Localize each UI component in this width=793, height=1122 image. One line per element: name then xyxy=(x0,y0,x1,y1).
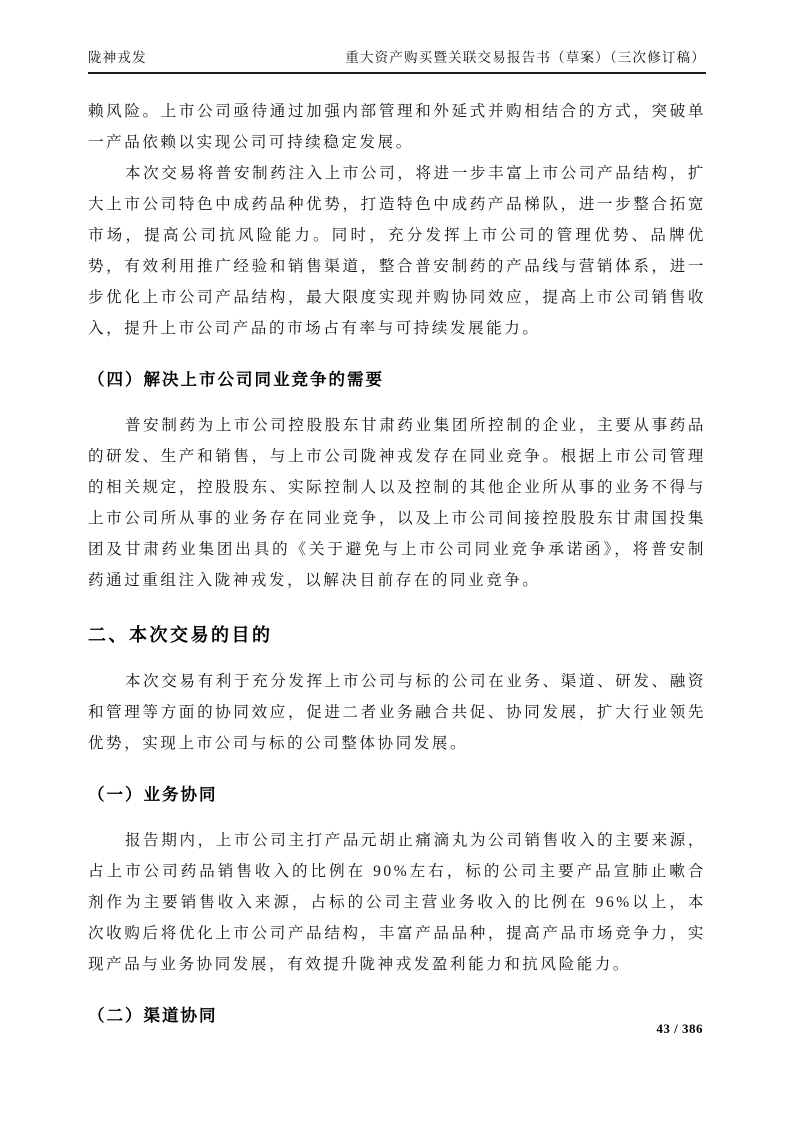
paragraph-transaction-benefits: 本次交易将普安制药注入上市公司，将进一步丰富上市公司产品结构，扩大上市公司特色中成药品种优势，打造特色中成药产品梯队，进一步整合拓宽市场，提高公司抗风险能力。同时，充分发挥上市公司的管理优势、品牌优势，有效利用推广经验和销售渠道，整合普安制药的产品线与营销体系，进一步优化上市公司产品结构，最大限度实现并购协同效应，提高上市公司销售收入，提升上市公司产品的市场占有率与可持续发展能力。 xyxy=(88,165,706,337)
heading-sub2-channel-synergy: （二）渠道协同 xyxy=(88,1007,218,1025)
header-right-title: 重大资产购买暨关联交易报告书（草案）（三次修订稿） xyxy=(345,50,706,65)
page-number: 43 / 386 xyxy=(656,1021,703,1036)
header-left-title: 陇神戎发 xyxy=(88,50,147,65)
heading-section4-competition: （四）解决上市公司同业竞争的需要 xyxy=(88,371,384,389)
heading-chapter2-purpose: 二、本次交易的目的 xyxy=(88,625,273,645)
paragraph-competition-resolution: 普安制药为上市公司控股股东甘肃药业集团所控制的企业，主要从事药品的研发、生产和销售，与上市公司陇神戎发存在同业竞争。根据上市公司管理的相关规定，控股股东、实际控制人以及控制的其他企业所从事的业务不得与上市公司所从事的业务存在同业竞争，以及上市公司间接控股股东甘肃国投集团及甘肃药业集团出具的《关于避免与上市公司同业竞争承诺函》，将普安制药通过重组注入陇神戎发，以解决目前存在的同业竞争。 xyxy=(88,417,706,589)
heading-sub1-business-synergy: （一）业务协同 xyxy=(88,786,218,804)
paragraph-business-synergy: 报告期内，上市公司主打产品元胡止痛滴丸为公司销售收入的主要来源，占上市公司药品销售收入的比例在 90%左右，标的公司主要产品宣肺止嗽合剂作为主要销售收入来源，占标的公司主营业务收入的比例在 96%以上，本次收购后将优化上市公司产品结构，丰富产品品种，提高产品市场竞争力，实现产品与业务协同发展，有效提升陇神戎发盈利能力和抗风险能力。 xyxy=(88,832,706,973)
page-header xyxy=(88,46,706,74)
paragraph-purpose-synergy: 本次交易有利于充分发挥上市公司与标的公司在业务、渠道、研发、融资和管理等方面的协同效应，促进二者业务融合共促、协同发展，扩大行业领先优势，实现上市公司与标的公司整体协同发展。 xyxy=(88,673,706,752)
paragraph-risk-continuation: 赖风险。上市公司亟待通过加强内部管理和外延式并购相结合的方式，突破单一产品依赖以实现公司可持续稳定发展。 xyxy=(88,103,706,151)
document-body xyxy=(88,96,706,1028)
